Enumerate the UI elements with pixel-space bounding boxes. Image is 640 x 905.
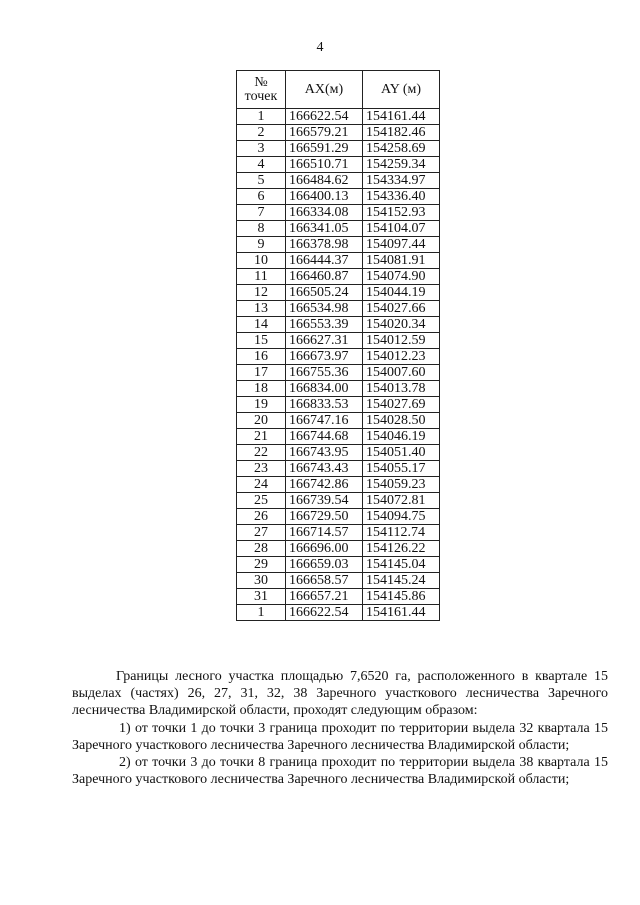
coordinates-table — [236, 70, 440, 621]
ay-cell: 154145.86 — [363, 589, 440, 605]
ay-cell: 154126.22 — [363, 541, 440, 557]
ay-cell: 154097.44 — [363, 237, 440, 253]
table-row — [237, 253, 440, 269]
ax-cell: 166444.37 — [286, 253, 363, 269]
point-number-cell: 10 — [237, 253, 286, 269]
ay-cell: 154055.17 — [363, 461, 440, 477]
point-number-cell: 12 — [237, 285, 286, 301]
ax-cell: 166622.54 — [286, 109, 363, 125]
table-row — [237, 125, 440, 141]
point-number-cell: 9 — [237, 237, 286, 253]
ax-cell: 166696.00 — [286, 541, 363, 557]
point-number-cell: 17 — [237, 365, 286, 381]
table-row — [237, 541, 440, 557]
ax-cell: 166534.98 — [286, 301, 363, 317]
point-number-cell: 13 — [237, 301, 286, 317]
ay-cell: 154152.93 — [363, 205, 440, 221]
point-number-cell: 8 — [237, 221, 286, 237]
ay-cell: 154027.69 — [363, 397, 440, 413]
point-number-cell: 1 — [237, 605, 286, 621]
table-row — [237, 205, 440, 221]
ay-cell: 154112.74 — [363, 525, 440, 541]
table-row — [237, 269, 440, 285]
table-row — [237, 285, 440, 301]
header-point-number — [237, 71, 286, 109]
table-row — [237, 317, 440, 333]
ax-cell: 166378.98 — [286, 237, 363, 253]
ay-cell: 154258.69 — [363, 141, 440, 157]
ay-cell: 154161.44 — [363, 109, 440, 125]
ay-cell: 154104.07 — [363, 221, 440, 237]
boundary-item-1: 1) от точки 1 до точки 3 граница проходит по территории выдела 32 квартала 15 Заречного участкового лесничества Заречного лесничества Владимирской области; — [72, 720, 608, 753]
point-number-cell: 29 — [237, 557, 286, 573]
point-number-cell: 19 — [237, 397, 286, 413]
table-row — [237, 589, 440, 605]
ax-cell: 166742.86 — [286, 477, 363, 493]
ay-cell: 154027.66 — [363, 301, 440, 317]
table-row — [237, 397, 440, 413]
boundary-description — [72, 668, 608, 788]
ay-cell: 154072.81 — [363, 493, 440, 509]
table-row — [237, 349, 440, 365]
table-row — [237, 333, 440, 349]
point-number-cell: 31 — [237, 589, 286, 605]
table-row — [237, 301, 440, 317]
ax-cell: 166622.54 — [286, 605, 363, 621]
table-row — [237, 157, 440, 173]
point-number-cell: 3 — [237, 141, 286, 157]
page-number: 4 — [316, 40, 324, 55]
ay-cell: 154145.24 — [363, 573, 440, 589]
ax-cell: 166739.54 — [286, 493, 363, 509]
table-row — [237, 509, 440, 525]
point-number-cell: 23 — [237, 461, 286, 477]
table-row — [237, 237, 440, 253]
ax-cell: 166400.13 — [286, 189, 363, 205]
ay-cell: 154094.75 — [363, 509, 440, 525]
ax-cell: 166341.05 — [286, 221, 363, 237]
ax-cell: 166460.87 — [286, 269, 363, 285]
table-row — [237, 493, 440, 509]
point-number-cell: 22 — [237, 445, 286, 461]
ax-cell: 166334.08 — [286, 205, 363, 221]
ax-cell: 166673.97 — [286, 349, 363, 365]
table-row — [237, 525, 440, 541]
point-number-cell: 7 — [237, 205, 286, 221]
ax-cell: 166747.16 — [286, 413, 363, 429]
ax-cell: 166553.39 — [286, 317, 363, 333]
point-number-cell: 30 — [237, 573, 286, 589]
table-row — [237, 189, 440, 205]
ay-cell: 154012.59 — [363, 333, 440, 349]
boundary-item-2: 2) от точки 3 до точки 8 граница проходит по территории выдела 38 квартала 15 Заречного участкового лесничества Заречного лесничества Владимирской области; — [72, 755, 608, 788]
ax-cell: 166743.43 — [286, 461, 363, 477]
table-row — [237, 605, 440, 621]
ax-cell: 166714.57 — [286, 525, 363, 541]
table-row — [237, 173, 440, 189]
ay-cell: 154074.90 — [363, 269, 440, 285]
table-row — [237, 365, 440, 381]
ax-cell: 166579.21 — [286, 125, 363, 141]
table-row — [237, 109, 440, 125]
ay-cell: 154145.04 — [363, 557, 440, 573]
ay-cell: 154161.44 — [363, 605, 440, 621]
ax-cell: 166591.29 — [286, 141, 363, 157]
ax-cell: 166834.00 — [286, 381, 363, 397]
point-number-cell: 20 — [237, 413, 286, 429]
point-number-cell: 2 — [237, 125, 286, 141]
point-number-cell: 27 — [237, 525, 286, 541]
point-number-cell: 5 — [237, 173, 286, 189]
ay-cell: 154013.78 — [363, 381, 440, 397]
point-number-cell: 6 — [237, 189, 286, 205]
header-ax: AX(м) — [286, 71, 363, 109]
point-number-cell: 15 — [237, 333, 286, 349]
ay-cell: 154051.40 — [363, 445, 440, 461]
ay-cell: 154059.23 — [363, 477, 440, 493]
ay-cell: 154007.60 — [363, 365, 440, 381]
table-row — [237, 141, 440, 157]
point-number-cell: 21 — [237, 429, 286, 445]
point-number-cell: 11 — [237, 269, 286, 285]
table-row — [237, 221, 440, 237]
point-number-cell: 16 — [237, 349, 286, 365]
ax-cell: 166484.62 — [286, 173, 363, 189]
ax-cell: 166659.03 — [286, 557, 363, 573]
ax-cell: 166744.68 — [286, 429, 363, 445]
point-number-cell: 4 — [237, 157, 286, 173]
ay-cell: 154046.19 — [363, 429, 440, 445]
ax-cell: 166743.95 — [286, 445, 363, 461]
ay-cell: 154081.91 — [363, 253, 440, 269]
table-row — [237, 445, 440, 461]
point-number-cell: 28 — [237, 541, 286, 557]
header-points-label: точек — [244, 88, 278, 104]
ay-cell: 154182.46 — [363, 125, 440, 141]
table-row — [237, 573, 440, 589]
point-number-cell: 25 — [237, 493, 286, 509]
ay-cell: 154028.50 — [363, 413, 440, 429]
table-row — [237, 477, 440, 493]
ax-cell: 166505.24 — [286, 285, 363, 301]
ax-cell: 166729.50 — [286, 509, 363, 525]
ay-cell: 154259.34 — [363, 157, 440, 173]
ax-cell: 166658.57 — [286, 573, 363, 589]
table-row — [237, 413, 440, 429]
table-body — [237, 109, 440, 621]
header-ay: AY (м) — [363, 71, 440, 109]
table-row — [237, 461, 440, 477]
ax-cell: 166510.71 — [286, 157, 363, 173]
ay-cell: 154334.97 — [363, 173, 440, 189]
table-header-row — [237, 71, 440, 109]
table-row — [237, 557, 440, 573]
point-number-cell: 26 — [237, 509, 286, 525]
table-row — [237, 429, 440, 445]
ax-cell: 166755.36 — [286, 365, 363, 381]
point-number-cell: 1 — [237, 109, 286, 125]
header-number-sign: № — [254, 74, 268, 90]
ax-cell: 166833.53 — [286, 397, 363, 413]
table-row — [237, 381, 440, 397]
point-number-cell: 18 — [237, 381, 286, 397]
ay-cell: 154044.19 — [363, 285, 440, 301]
ay-cell: 154012.23 — [363, 349, 440, 365]
ay-cell: 154020.34 — [363, 317, 440, 333]
intro-paragraph: Границы лесного участка площадью 7,6520 га, расположенного в квартале 15 выделах (частях) 26, 27, 31, 32, 38 Заречного участкового лесничества Заречного лесничества Владимирской области, проходят следующим образом: — [72, 669, 608, 719]
point-number-cell: 24 — [237, 477, 286, 493]
point-number-cell: 14 — [237, 317, 286, 333]
ax-cell: 166627.31 — [286, 333, 363, 349]
ax-cell: 166657.21 — [286, 589, 363, 605]
ay-cell: 154336.40 — [363, 189, 440, 205]
